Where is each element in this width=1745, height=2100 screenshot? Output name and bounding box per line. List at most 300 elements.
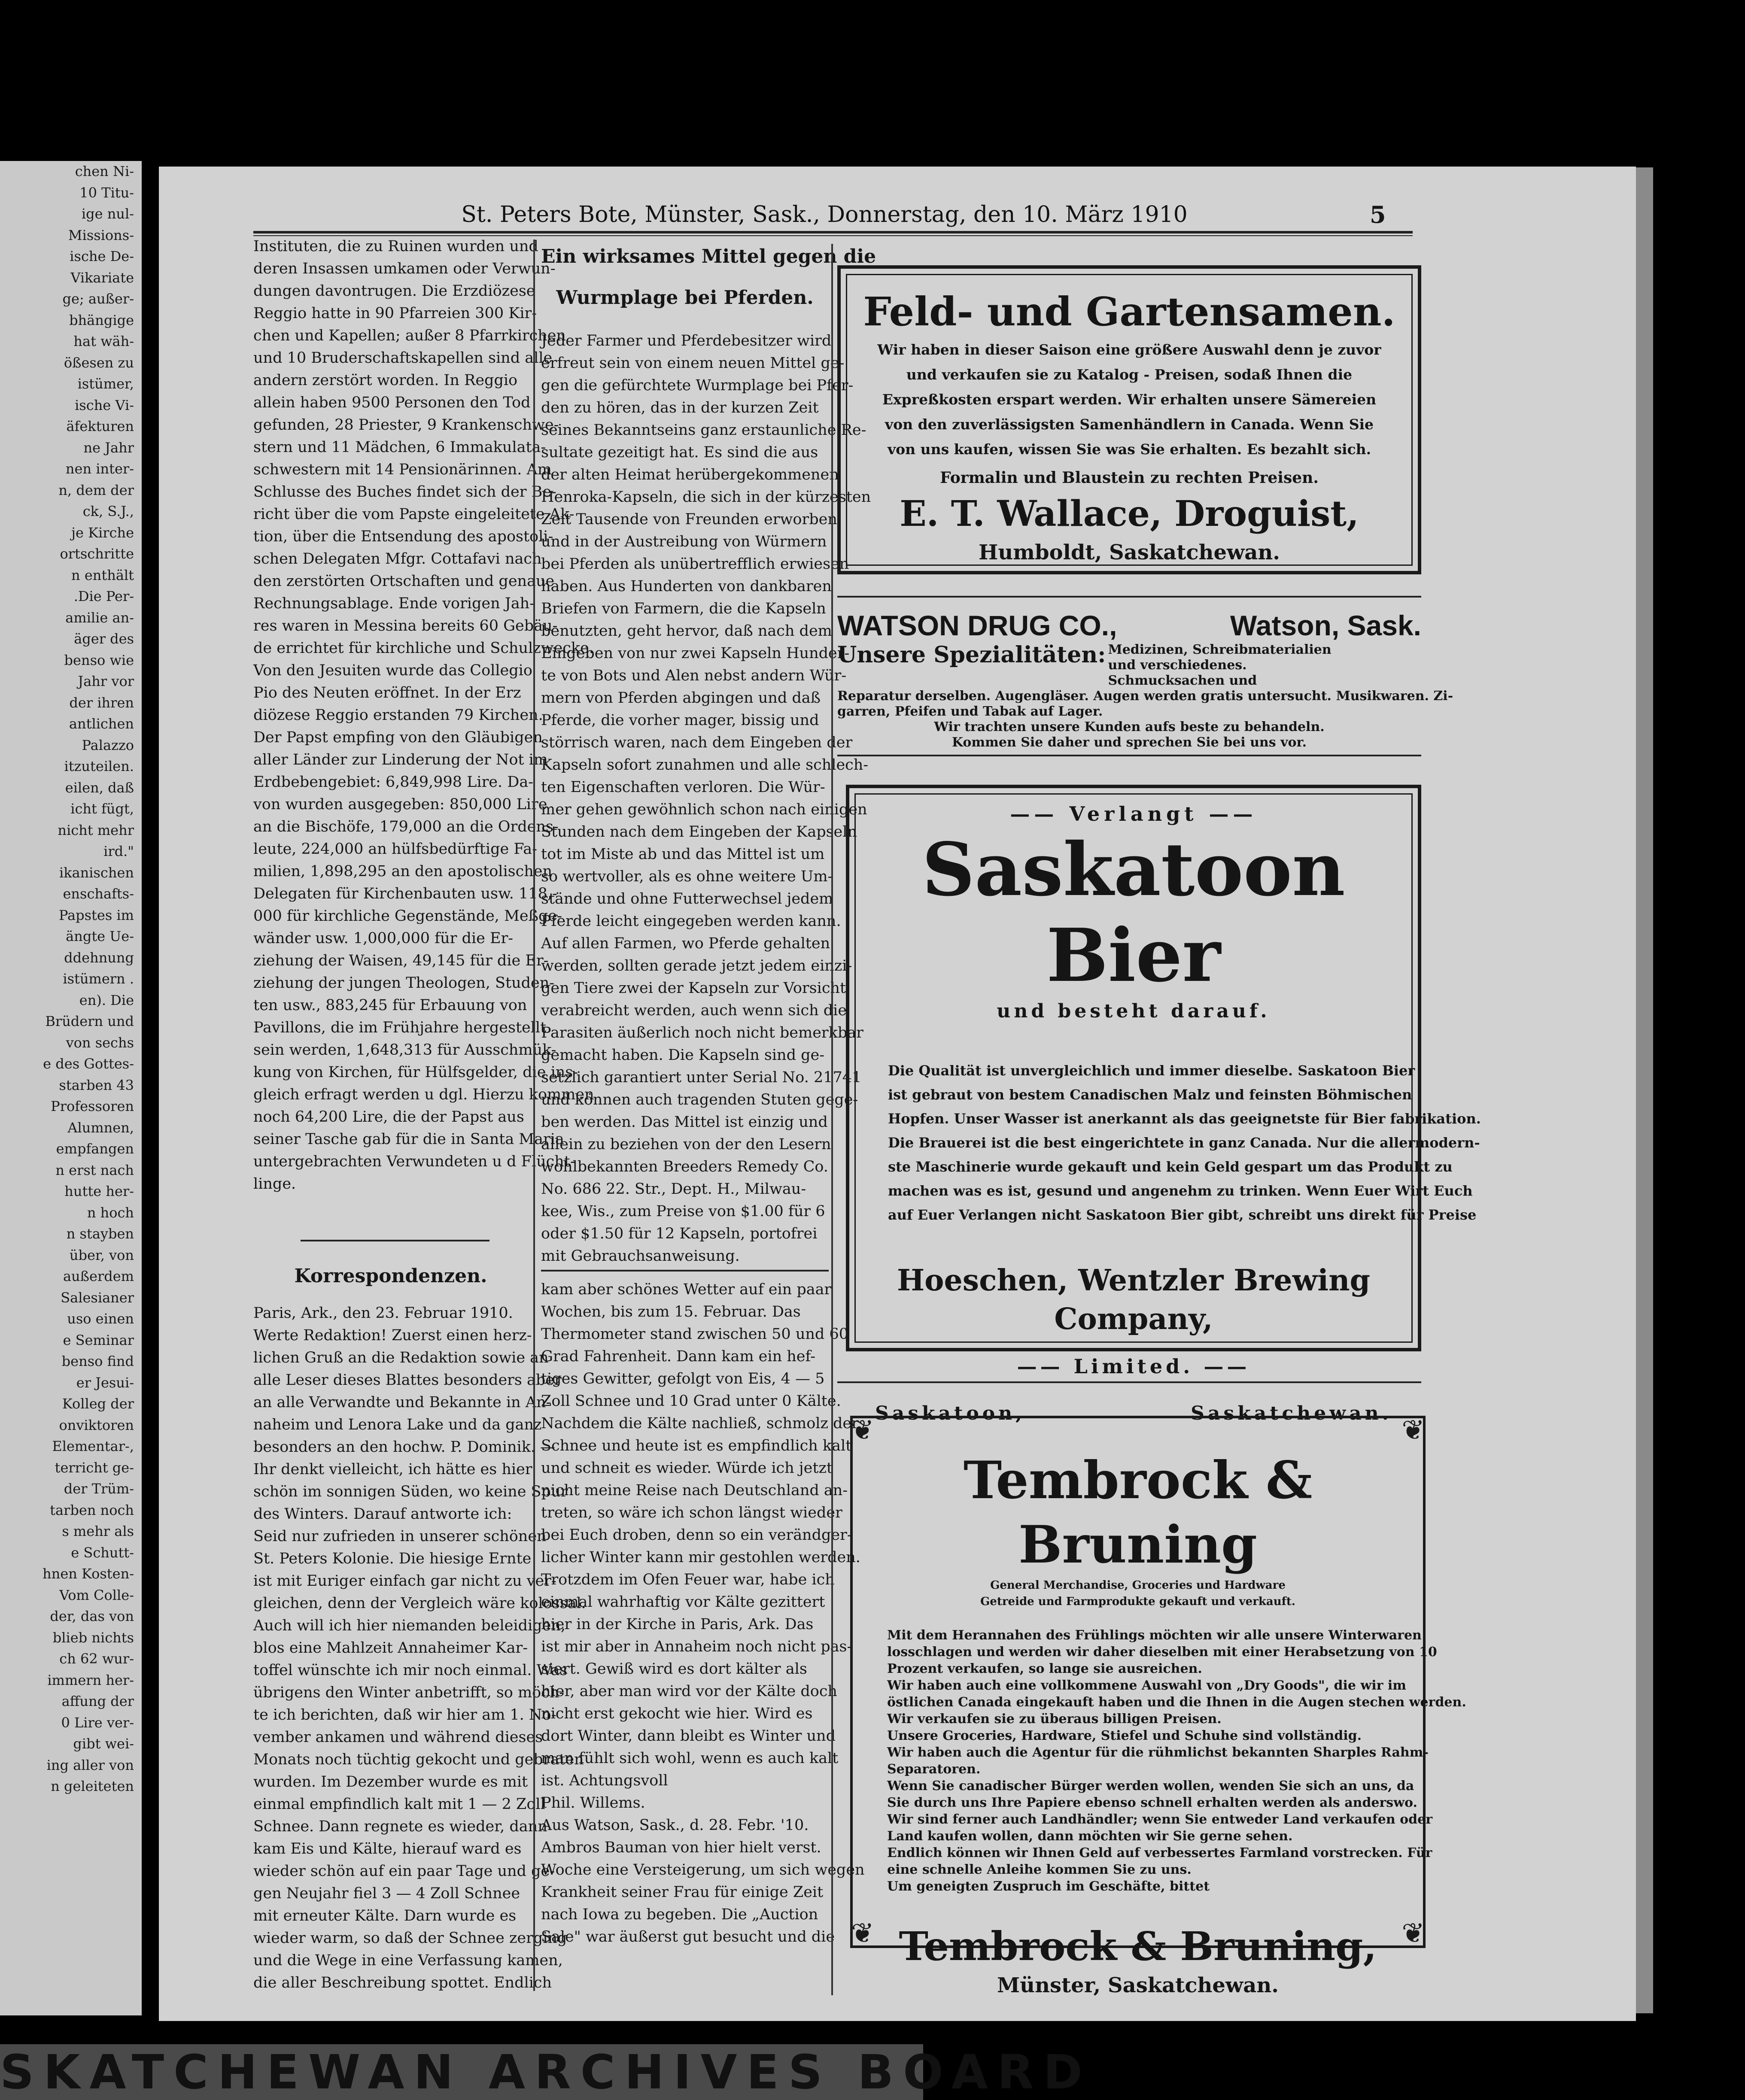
text-line: uso einen — [67, 1311, 134, 1327]
text-line: äfekturen — [66, 418, 134, 434]
ad-address: Münster, Saskatchewan. — [997, 1973, 1279, 1997]
text-line: andern zerstört worden. In Reggio — [253, 372, 518, 389]
text-line: gen Neujahr fiel 3 — 4 Zoll Schnee — [253, 1885, 520, 1902]
article-reggio-continued — [253, 235, 594, 1195]
text-line: Trotzdem im Ofen Feuer war, habe ich — [541, 1571, 835, 1588]
text-line: Seid nur zufrieden in unserer schönen — [253, 1528, 547, 1545]
ad-specialties-heading: Unsere Spezialitäten: — [837, 642, 1106, 668]
text-line: ing aller von — [46, 1757, 134, 1773]
ad-body-line: auf Euer Verlangen nicht Saskatoon Bier gibt, schreibt uns direkt für Preise — [888, 1207, 1477, 1223]
text-line: s mehr als — [62, 1523, 134, 1539]
text-line: Stunden nach dem Eingeben der Kapseln — [541, 823, 857, 841]
text-line: an die Bischöfe, 179,000 an die Ordens- — [253, 818, 559, 835]
ad-body-line: Endlich können wir Ihnen Geld auf verbessertes Farmland vorstrecken. Für — [887, 1845, 1432, 1860]
text-line: 10 Titu- — [79, 184, 134, 201]
ornament-icon: ❦ — [1401, 1414, 1425, 1446]
text-line: te ich berichten, daß wir hier am 1. No- — [253, 1706, 556, 1724]
text-line: lichen Gruß an die Redaktion sowie an — [253, 1349, 549, 1366]
ad-subtitle: General Merchandise, Groceries und Hardware — [990, 1579, 1286, 1592]
text-line: Wochen, bis zum 15. Februar. Das — [541, 1303, 801, 1320]
text-line: hier in der Kirche in Paris, Ark. Das — [541, 1616, 814, 1633]
text-line: tion, über die Entsendung des apostoli- — [253, 528, 553, 545]
ad-body-line: machen was es ist, gesund und angenehm zu trinken. Wenn Euer Wirt Euch — [888, 1183, 1473, 1199]
text-line: ben werden. Das Mittel ist einzig und — [541, 1114, 828, 1131]
article-divider-2 — [541, 1270, 829, 1272]
ad-body-line: Land kaufen wollen, dann möchten wir Sie gerne sehen. — [887, 1829, 1293, 1844]
ad-watson-drug — [837, 609, 1453, 750]
text-line: tot im Miste ab und das Mittel ist um — [541, 846, 825, 863]
text-line: licher Winter kann mir gestohlen werden. — [541, 1549, 860, 1566]
text-line: wieder schön auf ein paar Tage und ge- — [253, 1863, 555, 1880]
ad-line: garren, Pfeifen und Tabak auf Lager. — [837, 704, 1103, 719]
text-line: verabreicht werden, auch wenn sich die — [541, 1002, 847, 1019]
text-line: er Jesui- — [76, 1374, 134, 1391]
text-line: n hoch — [87, 1204, 134, 1221]
text-line: ird." — [103, 843, 134, 859]
section-title: Korrespondenzen. — [294, 1265, 487, 1287]
text-line: allein haben 9500 Personen den Tod — [253, 394, 531, 411]
text-line: äger des — [74, 631, 134, 647]
text-line: Schlusse des Buches findet sich der Be- — [253, 483, 556, 501]
ad-body-line: Prozent verkaufen, so lange sie ausreichen. — [887, 1661, 1202, 1676]
text-line: gen Tiere zwei der Kapseln zur Vorsicht — [541, 980, 846, 997]
text-line: Thermometer stand zwischen 50 und 60 — [541, 1326, 848, 1343]
ornament-icon: ❦ — [1401, 1918, 1425, 1949]
text-line: Zoll Schnee und 10 Grad unter 0 Kälte. — [541, 1393, 841, 1410]
article-wurmplage-heading — [541, 244, 876, 311]
text-line: blieb nichts — [52, 1629, 134, 1646]
text-line: enschafts- — [63, 886, 134, 902]
text-line: Instituten, die zu Ruinen wurden und — [253, 238, 538, 255]
text-line: 0 Lire ver- — [61, 1714, 134, 1731]
text-line: ddehnung — [64, 949, 134, 966]
ad-body-line: östlichen Canada eingekauft haben und die Ihnen in die Augen stechen werden. — [887, 1695, 1466, 1710]
text-line: ist mir aber in Annaheim noch nicht pas- — [541, 1638, 852, 1655]
text-line: mit Gebrauchsanweisung. — [541, 1247, 740, 1265]
ad-body-line: losschlagen und werden wir daher dieselben mit einer Herabsetzung von 10 — [887, 1645, 1437, 1660]
text-line: istümern . — [63, 971, 134, 987]
text-line: Auf allen Farmen, wo Pferde gehalten — [541, 935, 830, 952]
text-line: benutzten, geht hervor, daß nach dem — [541, 622, 832, 640]
text-line: nen inter- — [65, 461, 134, 477]
text-line: kam Eis und Kälte, hierauf ward es — [253, 1840, 522, 1857]
text-line: sein werden, 1,648,313 für Ausschmük- — [253, 1041, 556, 1059]
text-line: dort Winter, dann bleibt es Winter und — [541, 1727, 836, 1745]
ad-specialties-text: Medizinen, Schreibmaterialien und verschiedenes. Schmucksachen und — [1108, 642, 1332, 688]
archives-stamp: SKATCHEWAN ARCHIVES BOARD — [0, 2045, 1092, 2100]
text-line: Woche eine Versteigerung, um sich wegen — [541, 1861, 865, 1878]
ad-tagline: Formalin und Blaustein zu rechten Preisen. — [940, 469, 1319, 487]
text-line: alle Leser dieses Blattes besonders aber — [253, 1372, 562, 1389]
text-line: Kapseln sofort zunahmen und alle schlech- — [541, 756, 869, 774]
ad-advertiser-name: Tembrock & Bruning, — [899, 1923, 1377, 1970]
text-line: Alumnen, — [67, 1119, 134, 1136]
text-line: nicht mehr — [58, 822, 134, 838]
text-line: und die Wege in eine Verfassung kamen, — [253, 1952, 563, 1969]
text-line: noch 64,200 Lire, die der Papst aus — [253, 1108, 524, 1126]
text-line: ist mit Euriger einfach gar nicht zu ver- — [253, 1572, 556, 1590]
text-line: benso wie — [64, 652, 134, 668]
text-line: Parasiten äußerlich noch nicht bemerkbar — [541, 1024, 863, 1041]
text-line: gibt wei- — [73, 1736, 134, 1752]
text-line: schwestern mit 14 Pensionärinnen. Am — [253, 461, 552, 478]
text-line: mit erneuter Kälte. Darn wurde es — [253, 1907, 517, 1924]
text-line: Briefen von Farmern, die die Kapseln — [541, 600, 826, 617]
text-line: de errichtet für kirchliche und Schulzwecke. — [253, 640, 594, 657]
ad-divider-2 — [837, 755, 1421, 756]
text-line: sultate gezeitigt hat. Es sind die aus — [541, 444, 818, 461]
text-line: so wertvoller, als es ohne weitere Um- — [541, 868, 833, 885]
text-line: von sechs — [66, 1034, 134, 1051]
column-rule-2 — [831, 244, 833, 1995]
text-line: milien, 1,898,295 an den apostolischen — [253, 863, 553, 880]
text-line: gefunden, 28 Priester, 9 Krankenschwe- — [253, 416, 559, 434]
ad-body-line: von den zuverlässigsten Samenhändlern in Canada. Wenn Sie — [885, 416, 1374, 433]
text-line: nicht meine Reise nach Deutschland an- — [541, 1482, 848, 1499]
ad-body-line: Um geneigten Zuspruch im Geschäfte, bittet — [887, 1879, 1210, 1894]
text-line: n erst nach — [55, 1162, 134, 1178]
text-line: istümer, — [77, 376, 134, 392]
text-line: deren Insassen umkamen oder Verwun- — [253, 260, 556, 277]
article-title-line2: Wurmplage bei Pferden. — [556, 287, 814, 309]
text-line: Jeder Farmer und Pferdebesitzer wird — [541, 332, 832, 349]
text-line: Pio des Neuten eröffnet. In der Erz — [253, 684, 521, 701]
ad-line: Wir trachten unsere Kunden aufs beste zu behandeln. — [934, 719, 1325, 734]
ad-body-line: Wir haben auch eine vollkommene Auswahl von „Dry Goods", die wir im — [887, 1678, 1407, 1693]
text-line: starben 43 — [59, 1077, 134, 1093]
text-line: kee, Wis., zum Preise von $1.00 für 6 — [541, 1203, 825, 1220]
text-line: an alle Verwandte und Bekannte in An- — [253, 1394, 551, 1411]
text-line: Schnee. Dann regnete es wieder, dann — [253, 1818, 547, 1835]
text-line: Vikariate — [70, 269, 134, 286]
ad-divider-3 — [837, 1381, 1421, 1383]
text-line: ängte Ue- — [66, 928, 134, 944]
text-line: von wurden ausgegeben: 850,000 Lire — [253, 796, 547, 813]
text-line: Werte Redaktion! Zuerst einen herz- — [253, 1327, 532, 1344]
ad-body-line: Mit dem Herannahen des Frühlings möchten wir alle unsere Winterwaren — [887, 1628, 1422, 1643]
ornament-icon: ❦ — [851, 1918, 874, 1949]
text-line: Delegaten für Kirchenbauten usw. 118,- — [253, 885, 557, 902]
text-line: nach Iowa zu begeben. Die „Auction — [541, 1906, 818, 1923]
text-line: besonders an den hochw. P. Dominik. — — [253, 1438, 556, 1456]
text-line: mer gehen gewöhnlich schon nach einigen — [541, 801, 867, 818]
text-line: bhängige — [69, 312, 134, 328]
ad-subtitle-2: Getreide und Farmprodukte gekauft und verkauft. — [980, 1595, 1295, 1608]
text-line: e Schutt- — [71, 1544, 134, 1561]
ad-body-line: Die Brauerei ist die best eingerichtete in ganz Canada. Nur die allermodern- — [888, 1135, 1480, 1151]
text-line: Paris, Ark., den 23. Februar 1910. — [253, 1305, 513, 1322]
text-line: Ambros Bauman von hier hielt verst. — [541, 1839, 821, 1856]
text-line: Henroka-Kapseln, die sich in der kürzesten — [541, 489, 871, 506]
text-line: Papstes im — [58, 907, 134, 923]
text-line: tarben noch — [50, 1502, 134, 1518]
text-line: ziehung der jungen Theologen, Studen- — [253, 974, 555, 992]
text-line: einmal empfindlich kalt mit 1 — 2 Zoll — [253, 1796, 545, 1813]
text-line: bei Euch droben, denn so ein verändger- — [541, 1526, 852, 1544]
text-line: Phil. Willems. — [541, 1794, 645, 1812]
text-line: naheim und Lenora Lake und da ganz — [253, 1416, 542, 1433]
text-line: Sale" war äußerst gut besucht und die — [541, 1928, 835, 1945]
text-line: Pferde leicht eingegeben werden kann. — [541, 913, 841, 930]
page-number: 5 — [1370, 201, 1386, 228]
page-edge — [1636, 167, 1653, 2013]
ad-body-line: ist gebraut von bestem Canadischen Malz und feinsten Böhmischen — [888, 1086, 1412, 1103]
text-line: des Winters. Darauf antworte ich: — [253, 1505, 512, 1523]
text-line: aller Länder zur Linderung der Not im — [253, 751, 548, 768]
text-line: ößesen zu — [64, 354, 134, 371]
text-line: ck, S.J., — [82, 503, 134, 519]
ad-location: Watson, Sask. — [1230, 610, 1421, 641]
ad-body-line: Wir haben in dieser Saison eine größere Auswahl denn je zuvor — [877, 341, 1381, 358]
text-line: blos eine Mahlzeit Annaheimer Kar- — [253, 1639, 528, 1657]
text-line: Elementar-, — [52, 1438, 134, 1454]
ad-company: WATSON DRUG CO., — [837, 610, 1117, 641]
text-line: gemacht haben. Die Kapseln sind ge- — [541, 1047, 825, 1064]
text-line: empfangen — [56, 1141, 134, 1157]
text-line: Erdbebengebiet: 6,849,998 Lire. Da- — [253, 774, 534, 791]
ad-body — [853, 1627, 1466, 1895]
text-line: gleich erfragt werden u dgl. Hierzu kommen — [253, 1086, 594, 1103]
text-line: .Die Per- — [73, 588, 134, 604]
text-line: schön im sonnigen Süden, wo keine Spur — [253, 1483, 568, 1500]
text-line: Palazzo — [82, 737, 134, 753]
text-line: eilen, daß — [65, 779, 134, 796]
text-line: amilie an- — [65, 609, 134, 626]
text-line: wurden. Im Dezember wurde es mit — [253, 1773, 528, 1790]
text-line: oder $1.50 für 12 Kapseln, portofrei — [541, 1225, 818, 1242]
text-line: antlichen — [69, 716, 134, 732]
text-line: seiner Tasche gab für die in Santa Maria — [253, 1131, 564, 1148]
text-line: kung von Kirchen, für Hülfsgelder, die ins- — [253, 1064, 578, 1081]
text-line: störrisch waren, nach dem Eingeben der — [541, 734, 853, 751]
text-line: affung der — [61, 1693, 134, 1709]
text-line: n stayben — [66, 1226, 134, 1242]
text-line: übrigens den Winter anbetrifft, so möch- — [253, 1684, 565, 1701]
text-line: nicht erst gekocht wie hier. Wird es — [541, 1705, 813, 1722]
ad-body-line: Wir verkaufen sie zu überaus billigen Preisen. — [887, 1712, 1222, 1727]
text-line: e Seminar — [63, 1332, 134, 1348]
text-line: und können auch tragenden Stuten gege- — [541, 1091, 858, 1108]
text-line: schen Delegaten Mfgr. Cottafavi nach — [253, 550, 542, 567]
text-line: Aus Watson, Sask., d. 28. Febr. '10. — [541, 1817, 809, 1834]
text-line: Missions- — [68, 227, 134, 243]
text-line: hnen Kosten- — [43, 1566, 134, 1582]
text-line: Nachdem die Kälte nachließ, schmolz der — [541, 1415, 859, 1432]
ad-address: Humboldt, Saskatchewan. — [978, 540, 1280, 564]
ad-body-line: und verkaufen sie zu Katalog - Preisen, sodaß Ihnen die — [906, 366, 1353, 383]
text-line: stände und ohne Futterwechsel jedem — [541, 890, 833, 907]
text-line: gleichen, denn der Vergleich wäre kolossal. — [253, 1595, 586, 1612]
text-line: den zerstörten Ortschaften und genaue — [253, 573, 555, 590]
text-line: ne Jahr — [83, 439, 134, 456]
text-line: einmal wahrhaftig vor Kälte gezittert — [541, 1593, 825, 1611]
text-line: itzuteilen. — [64, 758, 134, 774]
text-line: je Kirche — [71, 524, 134, 541]
text-line: Zeit Tausende von Freunden erworben — [541, 511, 837, 528]
text-line: über, von — [69, 1247, 134, 1263]
ad-body-line: Die Qualität ist unvergleichlich und immer dieselbe. Saskatoon Bier — [888, 1062, 1415, 1079]
ad-saskatoon-bier — [846, 785, 1481, 1424]
text-line: der ihren — [69, 694, 134, 711]
text-line: No. 686 22. Str., Dept. H., Milwau- — [541, 1180, 806, 1198]
text-line: Salesianer — [61, 1289, 134, 1306]
text-line: ge; außer- — [62, 291, 134, 307]
ad-body-line: Separatoren. — [887, 1762, 981, 1777]
ornament-icon: ❦ — [851, 1414, 874, 1446]
left-page-fragment — [0, 161, 142, 2015]
text-line: Auch will ich hier niemanden beleidigen, — [253, 1617, 565, 1634]
ad-line: Kommen Sie daher und sprechen Sie bei uns vor. — [952, 735, 1307, 750]
text-line: icht fügt, — [70, 801, 134, 817]
ad-title: Feld- und Gartensamen. — [863, 288, 1395, 335]
text-line: Von den Jesuiten wurde das Collegio — [253, 662, 532, 679]
text-line: ist. Achtungsvoll — [541, 1772, 668, 1789]
text-line: der Trüm- — [64, 1481, 134, 1497]
text-line: Jahr vor — [78, 673, 134, 689]
text-line: immern her- — [47, 1672, 134, 1688]
text-line: n geleiteten — [51, 1778, 134, 1794]
ad-province: Saskatchewan. — [1191, 1402, 1392, 1424]
text-line: linge. — [253, 1175, 296, 1193]
text-line: man fühlt sich wohl, wenn es auch kalt — [541, 1750, 839, 1767]
ad-body-line: eine schnelle Anleihe kommen Sie zu uns. — [887, 1862, 1192, 1877]
text-line: ische Vi- — [75, 397, 134, 413]
text-line: gen die gefürchtete Wurmplage bei Pfer- — [541, 377, 854, 394]
text-line: ortschritte — [60, 546, 134, 562]
text-line: terricht ge- — [55, 1459, 134, 1476]
text-line: n, dem der — [58, 482, 134, 498]
text-line: Pferde, die vorher mager, bissig und — [541, 712, 819, 729]
text-line: Krankheit seiner Frau für einige Zeit — [541, 1884, 824, 1901]
text-line: hutte her- — [64, 1183, 134, 1199]
text-line: res waren in Messina bereits 60 Gebäu- — [253, 617, 558, 634]
ad-body-line: Wenn Sie canadischer Bürger werden wollen, wenden Sie sich an uns, da — [887, 1778, 1414, 1793]
header-rule — [253, 231, 1413, 234]
text-line: wohlbekannten Breeders Remedy Co. — [541, 1158, 828, 1175]
text-line: der, das von — [50, 1608, 134, 1624]
ad-body-line: Hopfen. Unser Wasser ist anerkannt als das geeignetste für Bier fabrikation. — [888, 1111, 1481, 1127]
ad-limited: —— Limited. —— — [1017, 1355, 1250, 1378]
text-line: Eingeben von nur zwei Kapseln Hunder- — [541, 645, 850, 662]
page-header: St. Peters Bote, Münster, Sask., Donnerstag, den 10. März 1910 — [461, 202, 1188, 228]
ad-subtitle: und besteht darauf. — [997, 1000, 1271, 1022]
ad-divider — [837, 596, 1421, 598]
text-line: leute, 224,000 an hülfsbedürftige Fa- — [253, 841, 537, 858]
text-line: Professoren — [51, 1098, 134, 1114]
ad-title: Tembrock & Bruning — [963, 1450, 1313, 1575]
text-line: Ihr denkt vielleicht, ich hätte es hier — [253, 1461, 532, 1478]
text-line: hier, aber man wird vor der Kälte doch — [541, 1683, 837, 1700]
column-rule — [533, 240, 535, 1991]
text-line: untergebrachten Verwundeten u d Flücht- — [253, 1153, 575, 1170]
ad-wallace-seeds — [837, 265, 1421, 574]
ad-line: Reparatur derselben. Augengläser. Augen werden gratis untersucht. Musikwaren. Zi- — [837, 689, 1453, 704]
text-line: ten Eigenschaften verloren. Die Wür- — [541, 779, 825, 796]
text-line: te von Bots und Alen nebst andern Wür- — [541, 667, 847, 684]
ad-body-line: von uns kaufen, wissen Sie was Sie erhalten. Es bezahlt sich. — [887, 441, 1371, 458]
ad-body-line: Wir sind ferner auch Landhändler; wenn Sie entweder Land verkaufen oder — [887, 1812, 1433, 1827]
text-line: und in der Austreibung von Würmern — [541, 533, 827, 550]
text-line: erfreut sein von einem neuen Mittel ge- — [541, 355, 845, 372]
text-line: haben. Aus Hunderten von dankbaren — [541, 578, 832, 595]
text-line: und schneit es wieder. Würde ich jetzt — [541, 1460, 833, 1477]
text-line: dungen davontrugen. Die Erzdiözese — [253, 282, 535, 300]
text-line: wieder warm, so daß der Schnee zerging — [253, 1930, 567, 1947]
ad-body-line: Unsere Groceries, Hardware, Stiefel und Schuhe sind vollständig. — [887, 1728, 1362, 1743]
text-line: St. Peters Kolonie. Die hiesige Ernte — [253, 1550, 532, 1567]
article-wurmplage — [541, 330, 871, 1267]
text-line: siert. Gewiß wird es dort kälter als — [541, 1660, 807, 1678]
text-line: vember ankamen und während dieses — [253, 1729, 543, 1746]
article-divider — [301, 1240, 489, 1241]
ad-tembrock-bruning — [850, 1414, 1466, 1997]
text-line: Reggio hatte in 90 Pfarreien 300 Kir- — [253, 305, 537, 322]
text-line: benso find — [61, 1353, 134, 1369]
text-line: Grad Fahrenheit. Dann kam ein hef- — [541, 1348, 816, 1365]
text-line: chen Ni- — [75, 163, 134, 179]
text-line: ige nul- — [81, 206, 134, 222]
text-line: Vom Colle- — [59, 1587, 134, 1603]
text-line: der alten Heimat herübergekommenen — [541, 466, 839, 483]
ad-title: Saskatoon Bier — [922, 827, 1345, 998]
text-line: kam aber schönes Wetter auf ein paar — [541, 1281, 832, 1298]
text-line: tiges Gewitter, gefolgt von Eis, 4 — 5 — [541, 1370, 825, 1387]
text-line: chen und Kapellen; außer 8 Pfarrkirchen — [253, 327, 566, 344]
text-line: en). Die — [79, 992, 134, 1008]
text-line: Pavillons, die im Frühjahre hergestellt — [253, 1019, 547, 1036]
text-line: setzlich garantiert unter Serial No. 21741 — [541, 1069, 862, 1086]
text-line: e des Gottes- — [43, 1056, 134, 1072]
ad-body-line: Expreßkosten erspart werden. Wir erhalten unsere Sämereien — [882, 391, 1377, 408]
text-line: wänder usw. 1,000,000 für die Er- — [253, 930, 514, 947]
ad-kicker: —— Verlangt —— — [1010, 802, 1257, 825]
text-line: ch 62 wur- — [59, 1651, 134, 1667]
text-line: die aller Beschreibung spottet. Endlich — [253, 1974, 552, 1991]
ad-company: Hoeschen, Wentzler Brewing Company, — [897, 1263, 1371, 1336]
text-line: und 10 Bruderschaftskapellen sind alle — [253, 349, 553, 367]
text-line: den zu hören, das in der kurzen Zeit — [541, 399, 819, 416]
ad-body — [849, 1059, 1481, 1227]
text-line: Monats noch tüchtig gekocht und gebraten — [253, 1751, 584, 1768]
ad-body-line: ste Maschinerie wurde gekauft und kein Geld gespart um das Produkt zu — [888, 1159, 1453, 1175]
text-line: allein zu beziehen von der den Lesern — [541, 1136, 831, 1153]
text-line: 000 für kirchliche Gegenstände, Meßge- — [253, 907, 562, 925]
ad-advertiser-name: E. T. Wallace, Droguist, — [900, 493, 1359, 534]
text-line: mern von Pferden abgingen und daß — [541, 689, 821, 707]
newspaper-page — [159, 167, 1636, 2021]
text-line: ische De- — [70, 248, 134, 264]
text-line: treten, so wäre ich schon längst wieder — [541, 1504, 842, 1521]
text-line: Rechnungsablage. Ende vorigen Jah- — [253, 595, 535, 612]
text-line: hat wäh- — [73, 333, 134, 349]
korrespondenzen-continued — [541, 1278, 865, 1948]
text-line: diözese Reggio erstanden 79 Kirchen. — [253, 707, 543, 724]
text-line: onviktoren — [59, 1417, 134, 1433]
ad-body-line: Sie durch uns Ihre Papiere ebenso schnell erhalten werden als anderswo. — [887, 1795, 1417, 1810]
text-line: ikanischen — [59, 864, 134, 881]
text-line: toffel wünschte ich mir noch einmal. Was — [253, 1662, 568, 1679]
article-title: Ein wirksames Mittel gegen die — [541, 246, 876, 267]
text-line: stern und 11 Mädchen, 6 Immakulata- — [253, 439, 546, 456]
text-line: ziehung der Waisen, 49,145 für die Er- — [253, 952, 549, 969]
text-line: n enthält — [71, 567, 134, 583]
korrespondenzen-section — [253, 1263, 586, 1994]
text-line: Kolleg der — [62, 1396, 134, 1412]
text-line: seines Bekanntseins ganz erstaunliche Re- — [541, 422, 866, 439]
text-line: bei Pferden als unübertrefflich erwiesen — [541, 555, 849, 573]
ad-body-line: Wir haben auch die Agentur für die rühmlichst bekannten Sharples Rahm- — [887, 1745, 1429, 1760]
text-line: ten usw., 883,245 für Erbauung von — [253, 997, 527, 1014]
